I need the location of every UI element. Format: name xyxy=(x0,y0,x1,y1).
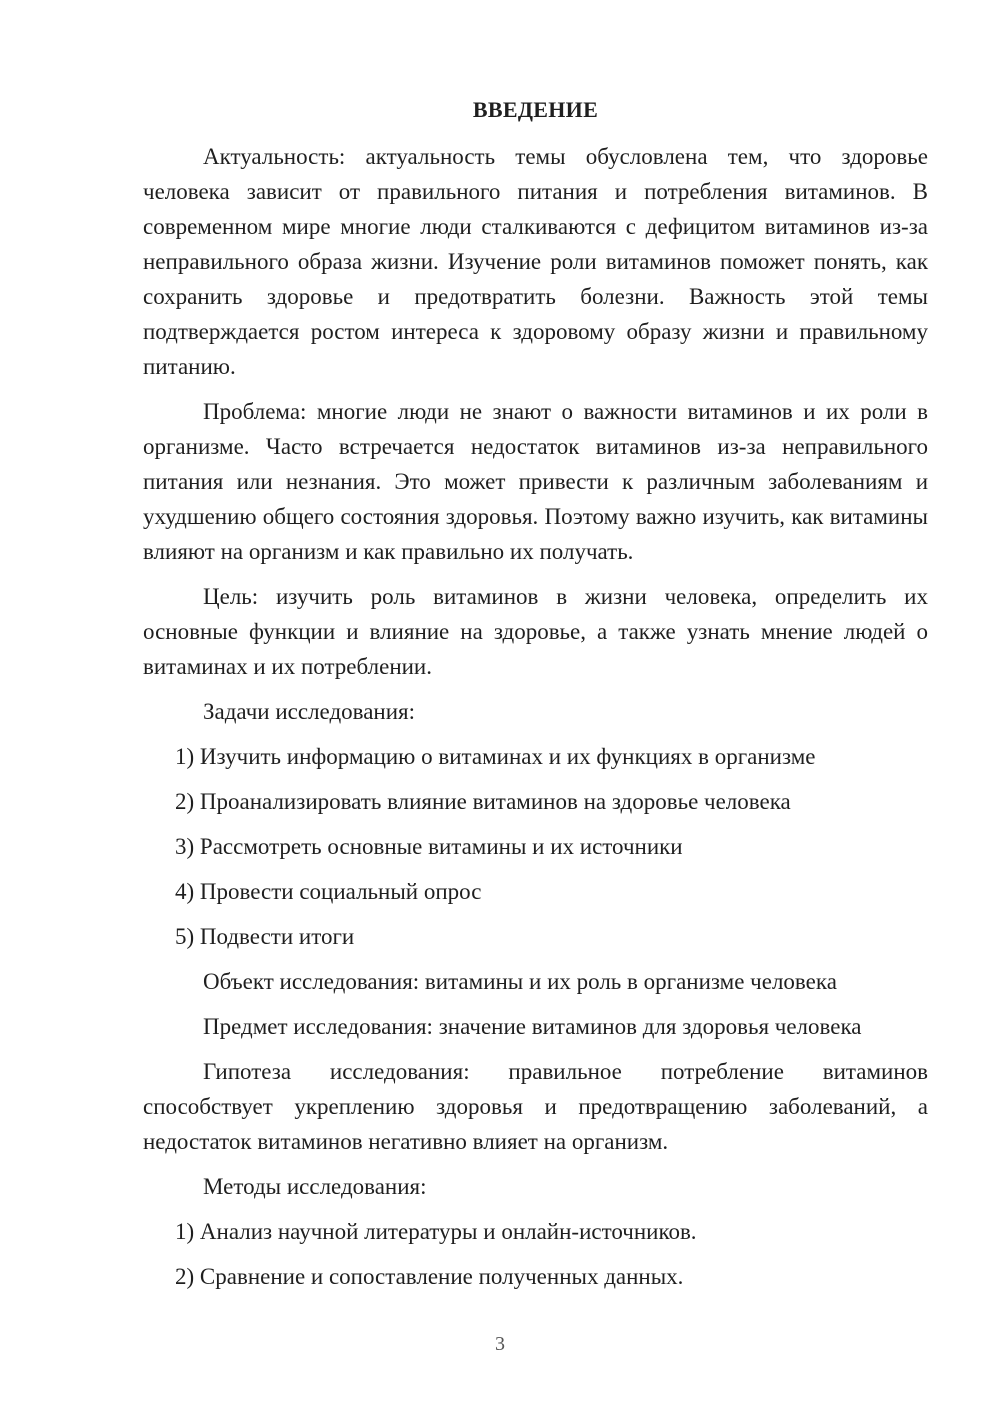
list-item: 5) Подвести итоги xyxy=(175,924,355,949)
list-item: 1) Изучить информацию о витаминах и их функциях в организме xyxy=(175,744,816,769)
problem-paragraph: Проблема: многие люди не знают о важности витаминов и их роли в организме. Часто встречается недостаток витаминов из-за неправильного питания или незнания. Это может привести к различным заболеваниям и ухудшению общего состояния здоровья. Поэтому важно изучить, как витамины влияют на организм и как правильно их получать. xyxy=(143,399,928,564)
goal-paragraph: Цель: изучить роль витаминов в жизни человека, определить их основные функции и влияние на здоровье, а также узнать мнение людей о витаминах и их потреблении. xyxy=(143,584,928,679)
methods-heading: Методы исследования: xyxy=(203,1174,427,1199)
methods-list xyxy=(143,1214,928,1294)
tasks-list xyxy=(143,739,928,954)
relevance-paragraph: Актуальность: актуальность темы обусловлена тем, что здоровье человека зависит от правильного питания и потребления витаминов. В современном мире многие люди сталкиваются с дефицитом витаминов из-за неправильного образа жизни. Изучение роли витаминов поможет понять, как сохранить здоровье и предотвратить болезни. Важность этой темы подтверждается ростом интереса к здоровому образу жизни и правильному питанию. xyxy=(143,144,928,379)
document-body xyxy=(143,92,928,1304)
list-item: 3) Рассмотреть основные витамины и их источники xyxy=(175,834,683,859)
object-paragraph: Объект исследования: витамины и их роль в организме человека xyxy=(203,969,837,994)
list-item: 2) Проанализировать влияние витаминов на здоровье человека xyxy=(175,789,791,814)
page-title: ВВЕДЕНИЕ xyxy=(472,97,599,122)
list-item: 1) Анализ научной литературы и онлайн-источников. xyxy=(175,1219,697,1244)
page-number: 3 xyxy=(495,1333,505,1355)
tasks-heading: Задачи исследования: xyxy=(203,699,416,724)
list-item: 4) Провести социальный опрос xyxy=(175,879,482,904)
subject-paragraph: Предмет исследования: значение витаминов для здоровья человека xyxy=(203,1014,862,1039)
hypothesis-paragraph: Гипотеза исследования: правильное потребление витаминов способствует укреплению здоровья и предотвращению заболеваний, а недостаток витаминов негативно влияет на организм. xyxy=(143,1059,928,1154)
list-item: 2) Сравнение и сопоставление полученных данных. xyxy=(175,1264,684,1289)
